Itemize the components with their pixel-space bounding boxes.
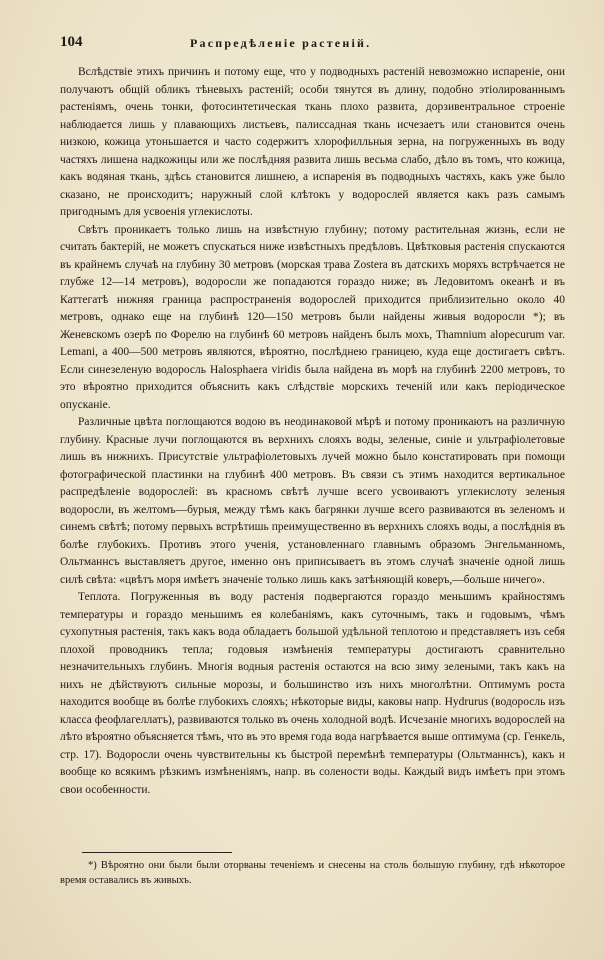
running-title: Распредѣленіе растеній. <box>190 36 372 50</box>
paragraph-light-depth: Свѣтъ проникаетъ только лишь на извѣстную глубину; потому растительная жизнь, если не считать бактерій, не можетъ спускаться ниже извѣстныхъ предѣловъ. Цвѣтковыя растенія спускаются въ крайнемъ случаѣ на глубину 30 метровъ (морская трава Zostera въ датскихъ моряхъ встрѣчается не глубже 12—14 метровъ), водоросли же попадаются гораздо ниже; въ Ледовитомъ океанѣ и въ Каттегатѣ нижняя граница распространенія водорослей приходится приблизительно около 40 метровъ, однако еще на глубинѣ 120—150 метровъ были найдены живыя водоросли *); въ Женевскомъ озерѣ по Форелю на глубинѣ 60 метровъ найденъ былъ мохъ, Thamnium alopecurum var. Lemani, а 400—500 метровъ являются, вѣроятно, послѣднею границею, куда еще достигаетъ свѣтъ. Если синезеленую водоросль Halosphaera viridis была найдена въ морѣ на глубинѣ 2200 метровъ, то это вѣроятно приходится объяснить какъ слѣдствіе морскихъ теченій или какъ періодическое опусканіе. <box>60 223 565 411</box>
footnote: *) Вѣроятно они были были оторваны теченіемъ и снесены на столь большую глубину, гдѣ нѣкоторое время оставались въ живыхъ. <box>60 860 565 886</box>
footnote-rule <box>82 852 232 853</box>
paragraph-colors: Различные цвѣта поглощаются водою въ неодинаковой мѣрѣ и потому проникаютъ на различную глубину. Красные лучи поглощаются въ верхнихъ слояхъ воды, зеленые, синіе и ультрафіолетовые лишь въ нижнихъ. Присутствіе ультрафіолетовыхъ лучей можно было констатировать при помощи фотографической пластинки на глубинѣ 400 метровъ. Въ связи съ этимъ находится вертикальное распредѣленіе водорослей: въ красномъ свѣтѣ лучше всего усвоиваютъ углекислоту зеленыя водоросли, въ желтомъ—бурыя, между тѣмъ какъ багрянки лучше всего развиваются въ зеленомъ и синемъ свѣтѣ; потому первыхъ встрѣтишь преимущественно въ верхнихъ слояхъ воды, а послѣднія въ болѣе глубокихъ. Противъ этого ученія, установленнаго главнымъ образомъ Энгельманномъ, Ольтманнсъ выставляетъ другое, именно онъ приписываетъ въ этомъ случаѣ значеніе одной лишь силѣ свѣта: «цвѣтъ моря имѣетъ значеніе только лишь какъ затѣняющій коверъ,—больше ничего». <box>60 416 565 586</box>
paragraph-submerged-plants: Вслѣдствіе этихъ причинъ и потому еще, что у подводныхъ растеній невозможно испареніе, они получаютъ общій обликъ тѣневыхъ растеній; особи тянутся въ длину, подобно этіолированнымъ растеніямъ, очень тонки, фотосинтетическая ткань плохо развита, дорзивентральное строеніе наблюдается лишь у плавающихъ листьевъ, палиссадная ткань исчезаетъ или становится очень низкою, кожица утоньшается и часто содержитъ хлорофилльныя зерна, на погруженныхъ въ воду частяхъ лишена надкожицы или же послѣдняя развита лишь весьма слабо, дѣло въ томъ, что кожица, какъ водяная ткань, здѣсь становится лишнею, а испаренія въ подводныхъ частяхъ, какъ уже было сказано, не происходитъ; наружный слой клѣтокъ у водорослей является какъ разъ самымъ пригоднымъ для усвоенія углекислоты. <box>60 66 565 218</box>
body-text <box>60 64 565 799</box>
paragraph-heat: Теплота. Погруженныя въ воду растенія подвергаются гораздо меньшимъ крайностямъ температуры и гораздо меньшимъ ея колебаніямъ, какъ суточнымъ, такъ и годовымъ, чѣмъ сухопутныя растенія, такъ какъ вода обладаетъ большой удѣльной теплотою и представляетъ изъ себя плохой проводникъ тепла; годовыя измѣненія температуры достигаютъ сравнительно незначительныхъ глубинъ. Многія водныя растенія остаются на всю зиму зелеными, такъ какъ на нихъ не дѣйствуютъ сильные морозы, и большинство изъ нихъ многолѣтни. Оптимумъ роста находится вообще въ болѣе глубокихъ слояхъ; нѣкоторые виды, каковы напр. Hydrurus (водоросль изъ класса феофлагеллатъ), развиваются только въ очень холодной водѣ. Исчезаніе многихъ водорослей на лѣто вѣроятно объясняется тѣмъ, что въ это время года вода нагрѣвается выше оптимума (ср. Генкель, стр. 17). Водоросли очень чувствительны къ быстрой перемѣнѣ температуры (Ольтманнсъ), какъ и вообще ко всякимъ рѣзкимъ измѣненіямъ, напр. въ солености воды. Каждый видъ имѣетъ при этомъ свои особенности. <box>60 591 565 796</box>
page-number: 104 <box>60 34 83 50</box>
page-header <box>60 34 560 54</box>
